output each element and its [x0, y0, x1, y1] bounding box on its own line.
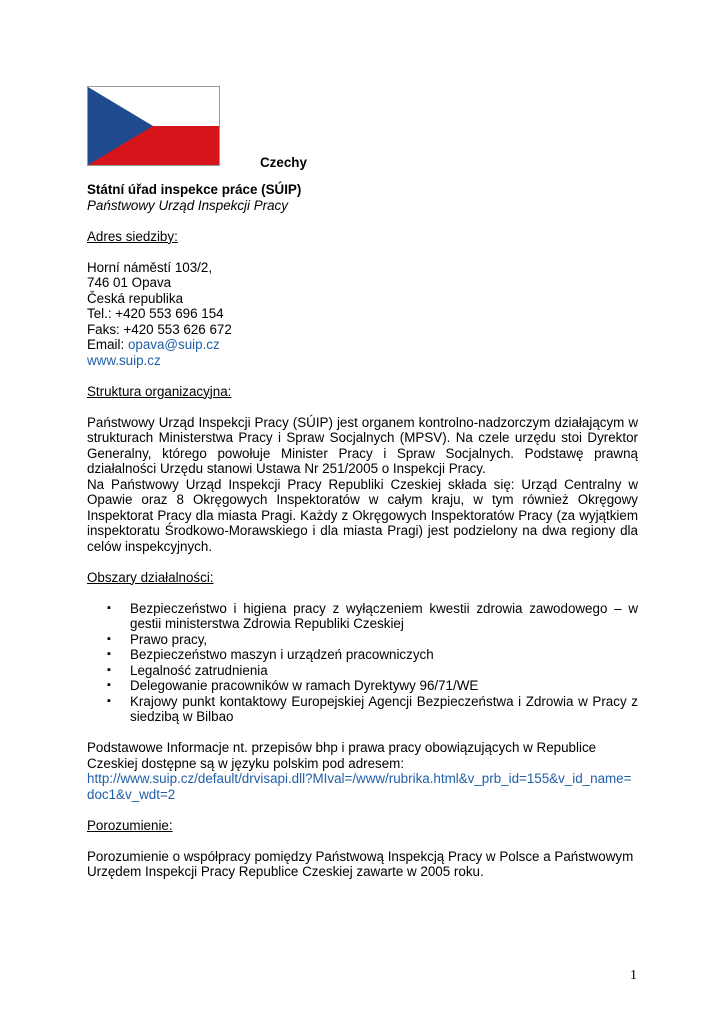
agreement-heading: Porozumienie:: [87, 817, 173, 833]
address-heading: Adres siedziby:: [87, 228, 178, 244]
list-item: ▪ Krajowy punkt kontaktowy Europejskiej Agencji Bezpieczeństwa i Zdrowia w Pracy z siedzibą w Bilbao: [107, 693, 638, 724]
bullet-icon: ▪: [107, 632, 111, 645]
website-link[interactable]: www.suip.cz: [87, 352, 161, 368]
structure-heading: Struktura organizacyjna:: [87, 383, 232, 399]
address-email-line: [87, 337, 638, 353]
activities-list: [87, 601, 638, 725]
structure-paragraph-1: Państwowy Urząd Inspekcji Pracy (SÚIP) jest organem kontrolno-nadzorczym działającym w strukturach Ministerstwa Pracy i Spraw Socjalnych (MPSV). Na czele urzędu stoi Dyrektor Generalny, którego powołuje Minister Pracy i Spraw Socjalnych. Podstawę prawną działalności Urzędu stanowi Ustawa Nr 251/2005 o Inspekcji Pracy.: [87, 414, 638, 476]
structure-paragraph-2: Na Państwowy Urząd Inspekcji Pracy Republiki Czeskiej składa się: Urząd Centralny w Opawie oraz 8 Okręgowych Inspektoratów w całym kraju, w tym również Okręgowy Inspektorat Pracy dla miasta Pragi. Każdy z Okręgowych Inspektoratów Pracy (za wyjątkiem inspektoratu Środkowo-Morawskiego i dla miasta Pragi) jest podzielony na dwa regiony dla celów inspekcyjnych.: [87, 476, 638, 554]
bullet-icon: ▪: [107, 648, 111, 660]
czech-flag-image: [87, 86, 220, 166]
address-tel: Tel.: +420 553 696 154: [87, 306, 224, 321]
czech-flag-icon: [88, 87, 219, 165]
info-url-line-1[interactable]: http://www.suip.cz/default/drvisapi.dll?MIval=/www/rubrika.html&v_prb_id=155&v_id_name=: [87, 771, 632, 786]
list-item: ▪ Bezpieczeństwo i higiena pracy z wyłączeniem kwestii zdrowia zawodowego – w gestii ministerstwa Zdrowia Republiki Czeskiej: [107, 600, 638, 631]
list-item: ▪ Prawo pracy,: [107, 631, 208, 647]
bullet-icon: ▪: [107, 694, 111, 707]
bullet-icon: ▪: [107, 663, 111, 676]
list-item: ▪ Delegowanie pracowników w ramach Dyrektywy 96/71/WE: [107, 678, 479, 693]
address-city: 746 01 Opava: [87, 275, 172, 290]
country-heading: Czechy: [260, 155, 307, 170]
address-street: Horní náměstí 103/2,: [87, 259, 213, 275]
activities-heading: Obszary działalności:: [87, 569, 214, 585]
list-item: ▪ Bezpieczeństwo maszyn i urządzeń pracowniczych: [107, 647, 434, 662]
institution-name-cz: Státní úřad inspekce práce (SÚIP): [87, 182, 302, 197]
document-body: [87, 182, 638, 880]
list-item: ▪ Legalność zatrudnienia: [107, 662, 268, 678]
address-country: Česká republika: [87, 290, 184, 306]
institution-name-pl: Państwowy Urząd Inspekcji Pracy: [87, 197, 288, 213]
email-label: Email:: [87, 337, 128, 352]
address-fax: Faks: +420 553 626 672: [87, 321, 232, 337]
email-link[interactable]: opava@suip.cz: [127, 337, 220, 352]
agreement-text: Porozumienie o współpracy pomiędzy Państwową Inspekcją Pracy w Polsce a Państwowym Urzędem Inspekcji Pracy Republice Czeskiej zawarte w 2005 roku.: [87, 848, 634, 879]
info-url-line-2[interactable]: doc1&v_wdt=2: [87, 786, 176, 802]
page-number: 1: [630, 968, 637, 983]
info-text: Podstawowe Informacje nt. przepisów bhp i prawa pracy obowiązujących w Republice Czeskiej dostępne są w języku polskim pod adresem:: [87, 740, 597, 771]
bullet-icon: ▪: [107, 601, 111, 614]
bullet-icon: ▪: [107, 679, 111, 691]
